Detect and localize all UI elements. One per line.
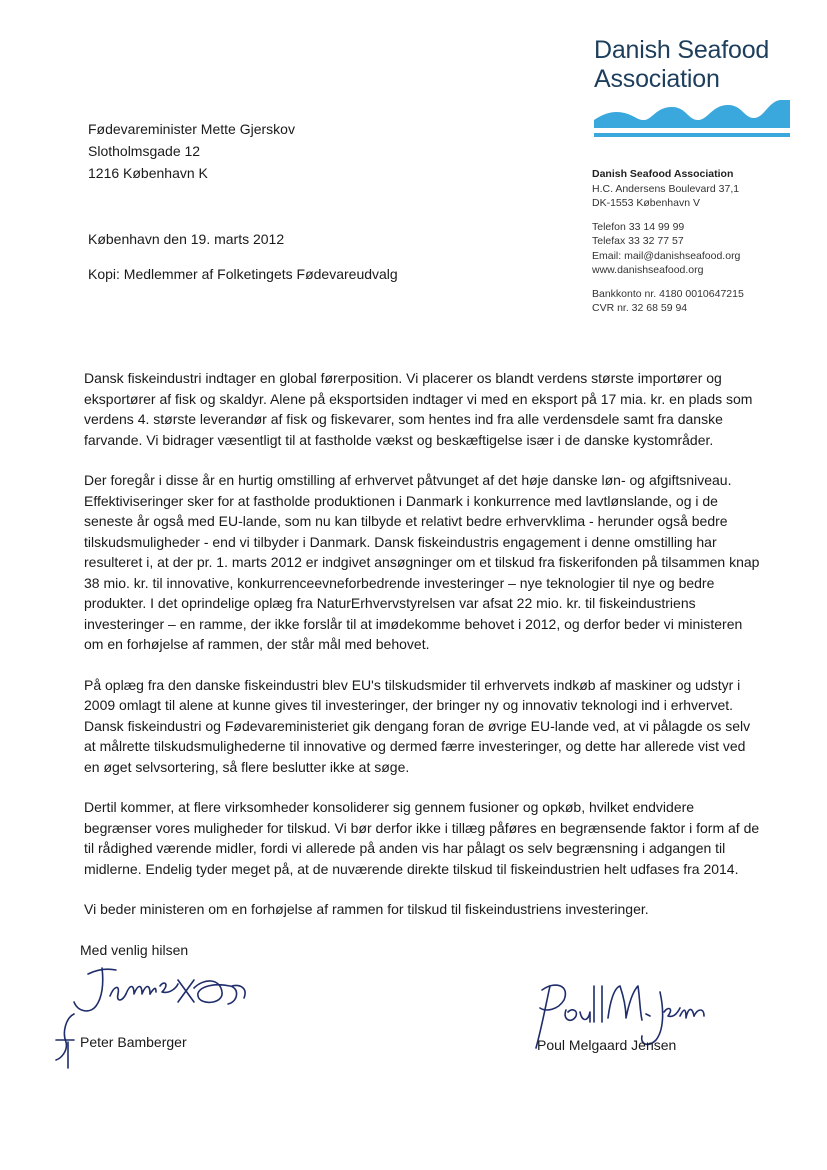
sender-bank-account: Bankkonto nr. 4180 0010647215 [592,287,744,300]
signature-scribble-1 [44,958,264,1070]
sender-email: Email: mail@danishseafood.org [592,249,741,262]
wave-icon [594,100,790,138]
closing-greeting: Med venlig hilsen [80,942,189,958]
recipient-street: Slotholmsgade 12 [88,143,201,159]
recipient-city: 1216 København K [88,165,208,181]
recipient-address [88,118,295,184]
sender-street: H.C. Andersens Boulevard 37,1 [592,182,740,195]
sender-phone: Telefon 33 14 99 99 [592,220,685,233]
sender-cvr: CVR nr. 32 68 59 94 [592,302,688,314]
signatory-name: Peter Bamberger [80,1034,187,1050]
recipient-name: Fødevareminister Mette Gjerskov [88,121,295,137]
sender-name: Danish Seafood Association [592,168,734,180]
logo-name-line-1: Danish Seafood [594,36,770,64]
sender-website: www.danishseafood.org [592,264,704,276]
association-logo [594,36,794,138]
signatory-name: Poul Melgaard Jensen [537,1037,677,1053]
body-paragraph: Vi beder ministeren om en forhøjelse af rammen for tilskud til fiskeindustriens investeringer. [84,901,649,917]
sender-fax: Telefax 33 32 77 57 [592,235,684,247]
sender-city: DK-1553 København V [592,197,700,209]
body-paragraph: Dansk fiskeindustri indtager en global førerposition. Vi placerer os blandt verdens største importører og eksportører af fisk og skaldyr. Alene på eksportsiden indtager vi med en eksport på 17 mia. kr. en plads som verdens 4. største leverandør af fisk og fiskevarer, som hentes ind fra alle verdensdele samt fra danske farvande. Vi bidrager væsentligt til at fastholde vækst og beskæftigelse især i de danske kystområder. [84,370,753,448]
body-paragraph: Dertil kommer, at flere virksomheder konsoliderer sig gennem fusioner og opkøb, hvilket endvidere begrænser vores muligheder for tilskud. Vi bør derfor ikke i tillæg påføres en begrænsende faktor i form af de til rådighed værende midler, fordi vi allerede på anden vis har pålagt os selv begrænsning i adgangen til midlerne. Endelig tyder meget på, at de nuværende direkte tilskud til fiskeindustrien helt udfases fra 2014. [84,799,760,877]
place-and-date: København den 19. marts 2012 [88,231,285,247]
logo-name-line-2: Association [594,65,720,93]
letter-body [84,368,764,940]
copy-recipients-line: Kopi: Medlemmer af Folketingets Fødevareudvalg [88,266,398,282]
body-paragraph: Der foregår i disse år en hurtig omstilling af erhvervet påtvunget af det høje danske løn- og afgiftsniveau. Effektiviseringer sker for at fastholde produktionen i Danmark i konkurrence med lavtlønslande, og i de seneste år også med EU-lande, som nu kan tilbyde et relativt bedre erhvervklima - herunder også bedre tilskudsmuligheder - end vi tilbyder i Danmark. Dansk fiskeindustris engagement i denne omstilling har resulteret i, at der pr. 1. marts 2012 er indgivet ansøgninger om et tilskud fra fiskerifonden på tilsammen knap 38 mio. kr. til innovative, konkurrenceevneforbedrende investeringer – nye teknologier til nye og bedre produkter. I det oprindelige oplæg fra NaturErhvervstyrelsen var afsat 22 mio. kr. til fiskeindustriens investeringer – en ramme, der ikke forslår til at imødekomme behovet i 2012, og derfor beder vi ministeren om en forhøjelse af rammen, der står mål med behovet. [84,472,760,652]
sender-contact-block [592,167,744,316]
body-paragraph: På oplæg fra den danske fiskeindustri blev EU's tilskudsmider til erhvervets indkøb af maskiner og udstyr i 2009 omlagt til alene at kunne gives til investeringer, der bringer ny og innovativ teknologi ind i erhvervet. Dansk fiskeindustri og Fødevareministeriet gik dengang foran de øvrige EU-lande ved, at vi pålagde os selv at målrette tilskudsmulighederne til innovative og dermed færre investeringer, og dette har allerede vist ved en øget selvsortering, så flere beslutter ikke at søge. [84,676,751,775]
